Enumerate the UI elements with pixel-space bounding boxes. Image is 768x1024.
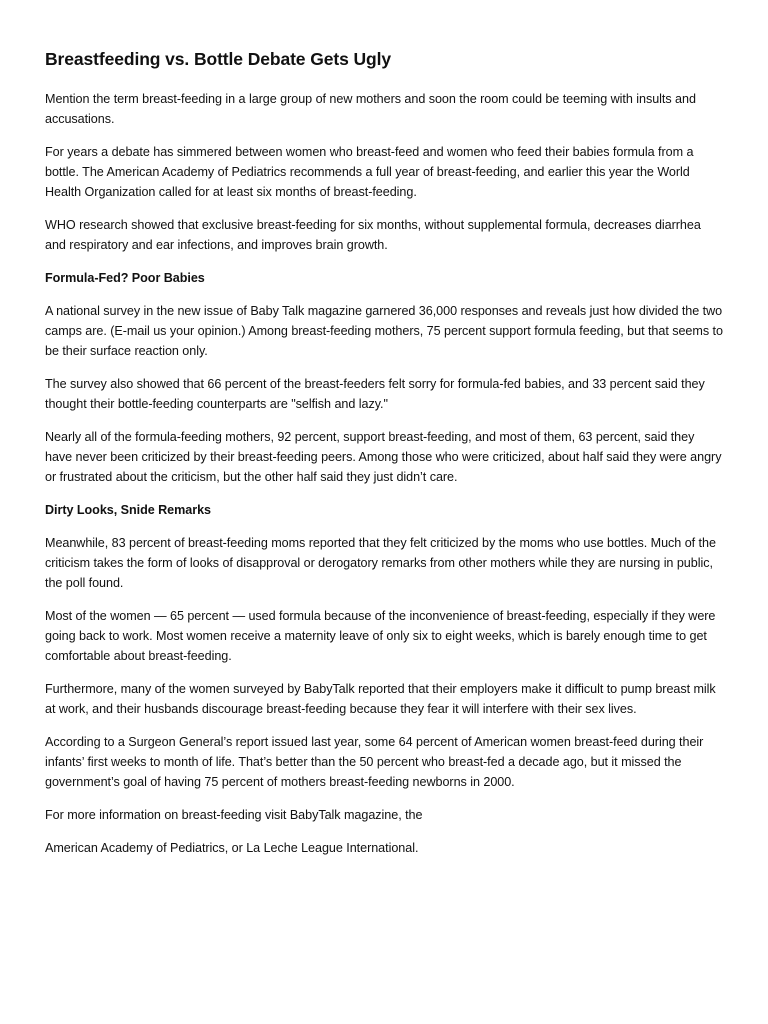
paragraph: Meanwhile, 83 percent of breast-feeding moms reported that they felt criticized by the moms who use bottles. Much of the criticism takes the form of looks of disapproval or derogatory remarks from other mothers while they are nursing in public, the poll found. [45,536,716,590]
document-page [45,46,723,871]
paragraph: Most of the women — 65 percent — used formula because of the inconvenience of breast-feeding, especially if they were going back to work. Most women receive a maternity leave of only six to eight weeks, which is barely enough time to get comfortable about breast-feeding. [45,609,716,663]
paragraph: Mention the term breast-feeding in a large group of new mothers and soon the room could be teeming with insults and accusations. [45,92,696,126]
paragraph: According to a Surgeon General’s report issued last year, some 64 percent of American women breast-feed during their infants’ first weeks to month of life. That’s better than the 50 percent who breast-fed a decade ago, but it missed the government’s goal of having 75 percent of mothers breast-feeding newborns in 2000. [45,735,704,789]
document-title: Breastfeeding vs. Bottle Debate Gets Ugly [45,49,391,69]
paragraph: The survey also showed that 66 percent of the breast-feeders felt sorry for formula-fed babies, and 33 percent said they thought their bottle-feeding counterparts are "selfish and lazy." [45,377,705,411]
paragraph: WHO research showed that exclusive breast-feeding for six months, without supplemental formula, decreases diarrhea and respiratory and ear infections, and improves brain growth. [45,218,701,252]
paragraph: American Academy of Pediatrics, or La Leche League International. [45,841,419,855]
paragraph: For more information on breast-feeding visit BabyTalk magazine, the [45,808,423,822]
document-body [45,89,723,858]
paragraph: Nearly all of the formula-feeding mothers, 92 percent, support breast-feeding, and most of them, 63 percent, said they have never been criticized by their breast-feeding peers. Among those who were criticized, about half said they were angry or frustrated about the criticism, but the other half said they just didn’t care. [45,430,722,484]
section-heading: Formula-Fed? Poor Babies [45,271,205,285]
section-heading: Dirty Looks, Snide Remarks [45,503,211,517]
paragraph: For years a debate has simmered between women who breast-feed and women who feed their babies formula from a bottle. The American Academy of Pediatrics recommends a full year of breast-feeding, and earlier this year the World Health Organization called for at least six months of breast-feeding. [45,145,694,199]
paragraph: A national survey in the new issue of Baby Talk magazine garnered 36,000 responses and reveals just how divided the two camps are. (E-mail us your opinion.) Among breast-feeding mothers, 75 percent support formula feeding, but that seems to be their surface reaction only. [45,304,723,358]
paragraph: Furthermore, many of the women surveyed by BabyTalk reported that their employers make it difficult to pump breast milk at work, and their husbands discourage breast-feeding because they fear it will interfere with their sex lives. [45,682,716,716]
